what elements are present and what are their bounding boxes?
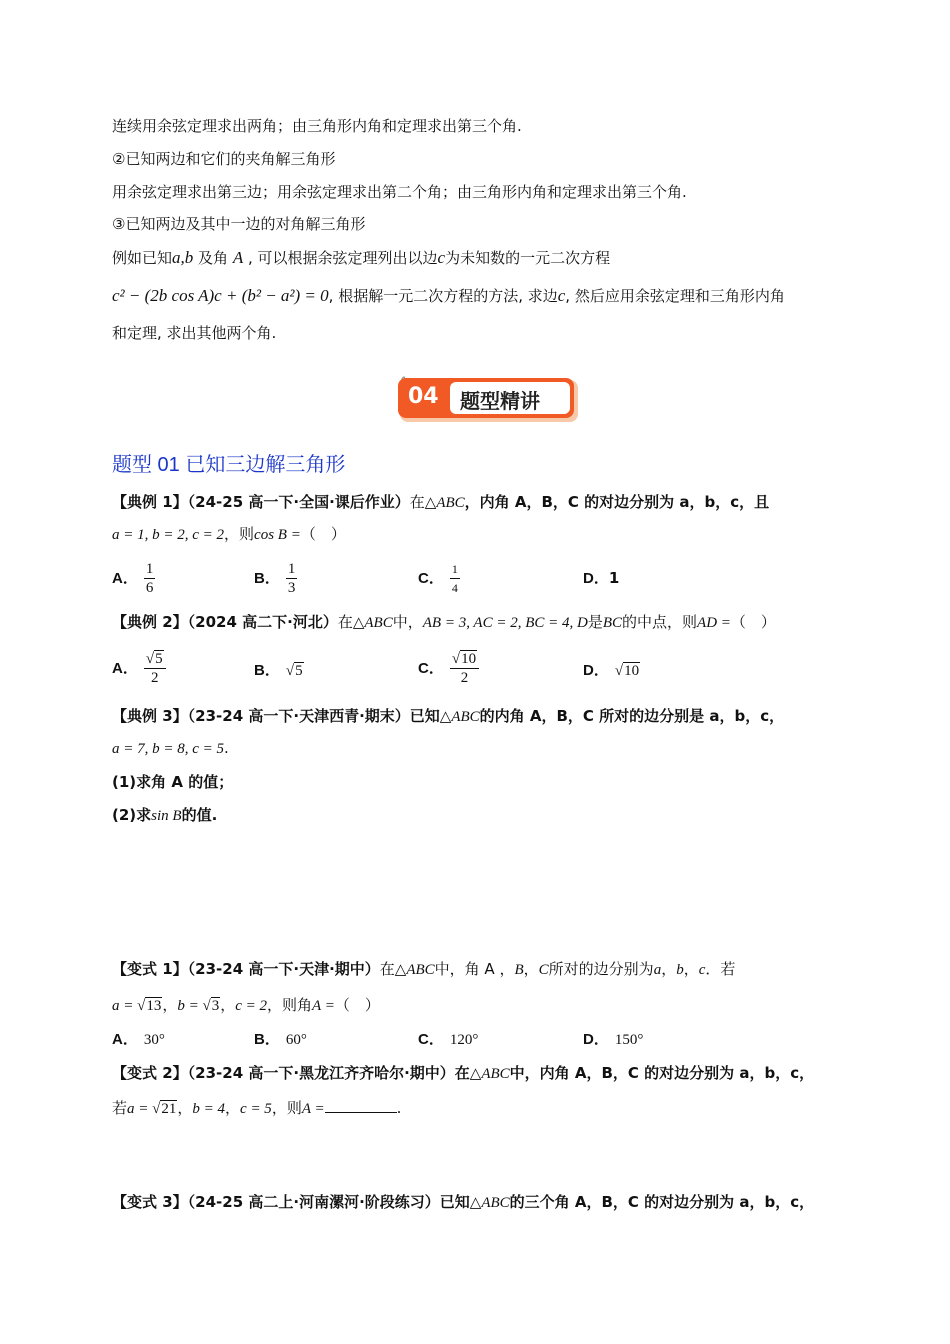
intro-line-3: 用余弦定理求出第三边；用余弦定理求出第二个角；由三角形内角和定理求出第三个角. xyxy=(112,183,687,201)
text: 为未知数的一元二次方程 xyxy=(445,249,611,267)
fraction xyxy=(450,650,479,687)
triangle: △ABC xyxy=(352,615,393,631)
math-c: c xyxy=(437,248,446,267)
section-badge xyxy=(398,376,580,424)
answer-blank[interactable] xyxy=(325,1098,397,1113)
text: 在 xyxy=(454,1064,470,1082)
triangle: △ABC xyxy=(469,1195,510,1211)
condition: a = 1, b = 2, c = 2 xyxy=(112,527,225,543)
option-label: A． xyxy=(112,570,138,587)
variant-1-option-c[interactable] xyxy=(418,1029,478,1050)
math: c xyxy=(698,962,706,978)
example-3-question-2 xyxy=(112,805,217,826)
option-label: D． xyxy=(583,1031,609,1048)
denominator: 3 xyxy=(287,580,296,596)
text: ， xyxy=(661,960,677,978)
intro-line-4: ③已知两边及其中一边的对角解三角形 xyxy=(112,215,366,233)
math: C xyxy=(538,962,549,978)
radicand: 10 xyxy=(461,651,477,667)
math: a xyxy=(653,962,662,978)
fraction xyxy=(286,560,298,597)
text: 中，角 A ， xyxy=(434,960,515,978)
text: 的中点，则 xyxy=(622,613,698,631)
math: b = 4 xyxy=(192,1101,226,1117)
numerator: 1 xyxy=(145,561,154,577)
math-c: c xyxy=(557,286,566,305)
variant-1-option-d[interactable] xyxy=(583,1029,643,1050)
text: , 根据解一元二次方程的方法, 求边 xyxy=(328,287,558,305)
answer-paren: （ ） xyxy=(300,525,346,543)
example-tag: 【典例 2】 xyxy=(112,613,188,631)
question: cos B = xyxy=(254,527,301,543)
text: . xyxy=(224,739,229,757)
text: 所对的边分别为 xyxy=(548,960,654,978)
text: 在 xyxy=(337,613,353,631)
text: , 可以根据余弦定理列出以边 xyxy=(243,249,438,267)
example-1-line-1 xyxy=(112,492,769,513)
text: ，则角 xyxy=(267,996,313,1014)
option-label: C． xyxy=(418,570,444,587)
numerator: 1 xyxy=(287,561,296,577)
text: . xyxy=(396,1099,402,1117)
question: A = xyxy=(301,1101,325,1117)
text: ， xyxy=(177,1099,193,1117)
option-label: A． xyxy=(112,1031,138,1048)
example-2-option-b[interactable]: B． √5 xyxy=(254,662,303,679)
variant-3-line-1 xyxy=(112,1192,814,1213)
math: b = xyxy=(177,998,199,1014)
text: ， xyxy=(225,1099,241,1117)
example-1-option-a[interactable] xyxy=(112,560,155,597)
example-2-option-d[interactable]: D． √10 xyxy=(583,662,640,679)
text: 中，内角 A，B，C 的对边分别为 a，b，c， xyxy=(509,1064,815,1082)
badge-title: 题型精讲 xyxy=(460,389,540,413)
option-value: 120° xyxy=(449,1032,479,1048)
example-2-line-1 xyxy=(112,612,776,633)
example-tag: 【典例 1】 xyxy=(112,493,188,511)
variant-tag: 【变式 2】 xyxy=(112,1064,188,1082)
radicand: 5 xyxy=(155,651,163,667)
radicand: 10 xyxy=(624,663,640,679)
text: 在 xyxy=(379,960,395,978)
math: a = xyxy=(127,1101,149,1117)
intro-line-1: 连续用余弦定理求出两角；由三角形内角和定理求出第三个角. xyxy=(112,117,522,135)
radicand: 13 xyxy=(146,998,162,1014)
condition: a = 7, b = 8, c = 5 xyxy=(112,741,225,757)
math-ab: a,b xyxy=(172,248,194,267)
option-label: C． xyxy=(418,660,444,677)
example-1-option-b[interactable] xyxy=(254,560,297,597)
text: 例如已知 xyxy=(112,249,173,267)
variant-1-line-1 xyxy=(112,959,735,980)
text: ，内角 A，B，C 的对边分别为 a，b，c，且 xyxy=(464,493,770,511)
example-1-option-c[interactable] xyxy=(418,560,460,597)
text: 若 xyxy=(112,1099,128,1117)
text: ， xyxy=(220,996,236,1014)
text: ， xyxy=(162,996,178,1014)
option-value: 60° xyxy=(285,1032,307,1048)
text: ， xyxy=(683,960,699,978)
option-value: 30° xyxy=(143,1032,165,1048)
example-tag: 【典例 3】 xyxy=(112,707,188,725)
option-label: B． xyxy=(254,570,280,587)
text: 的内角 A，B，C 所对的边分别是 a，b，c， xyxy=(479,707,785,725)
section-title: 题型 01 已知三边解三角形 xyxy=(112,454,346,476)
example-2-option-c[interactable] xyxy=(418,650,479,687)
fraction xyxy=(144,650,166,687)
intro-line-2: ②已知两边和它们的夹角解三角形 xyxy=(112,150,336,168)
example-1-line-2 xyxy=(112,524,346,545)
text: (2)求 xyxy=(112,806,152,824)
math: c = 2 xyxy=(235,998,268,1014)
option-value: 150° xyxy=(614,1032,644,1048)
radicand: 5 xyxy=(295,663,303,679)
question: A = xyxy=(312,998,335,1014)
text: , 然后应用余弦定理和三角形内角 xyxy=(565,287,785,305)
source: （2024 高二下·河北） xyxy=(187,613,338,631)
triangle: △ABC xyxy=(424,495,465,511)
math: sin B xyxy=(151,808,182,824)
variant-1-line-2: a = √13，b = √3，c = 2，则角A =（ ） xyxy=(112,996,380,1014)
denominator: 2 xyxy=(150,670,159,686)
triangle: △ABC xyxy=(439,709,480,725)
example-3-line-2 xyxy=(112,738,229,759)
answer-paren: （ ） xyxy=(334,996,380,1014)
numerator: √10 xyxy=(450,650,479,669)
triangle: △ABC xyxy=(469,1066,510,1082)
variant-tag: 【变式 3】 xyxy=(112,1193,188,1211)
intro-line-5 xyxy=(112,248,610,268)
triangle: △ABC xyxy=(394,962,435,978)
variant-tag: 【变式 1】 xyxy=(112,960,188,978)
example-2-option-a[interactable] xyxy=(112,650,166,687)
variant-1-option-b[interactable] xyxy=(254,1029,307,1050)
text: 已知 xyxy=(439,1193,470,1211)
text: 及角 xyxy=(193,249,233,267)
option-value: 1 xyxy=(608,569,620,587)
text: ， xyxy=(523,960,539,978)
example-3-line-1 xyxy=(112,706,784,727)
numerator: 1 xyxy=(450,560,460,579)
question: AD = xyxy=(697,615,731,631)
text: 已知 xyxy=(409,707,440,725)
segment-bc: BC xyxy=(602,615,623,631)
variant-2-line-1 xyxy=(112,1063,814,1084)
example-1-option-d[interactable] xyxy=(583,568,619,589)
numerator: √5 xyxy=(144,650,166,669)
radicand: 3 xyxy=(211,998,220,1014)
text: ，则 xyxy=(271,1099,302,1117)
variant-1-option-a[interactable] xyxy=(112,1029,165,1050)
quadratic-equation: c² − (2b cos A)c + (b² − a²) = 0 xyxy=(112,286,329,305)
example-3-question-1: (1)求角 A 的值； xyxy=(112,773,234,791)
source: （23-24 高一下·黑龙江齐齐哈尔·期中） xyxy=(187,1064,455,1082)
option-label: D． xyxy=(583,570,609,587)
math: a = xyxy=(112,998,134,1014)
text: ．若 xyxy=(705,960,736,978)
math: c = 5 xyxy=(240,1101,272,1117)
denominator: 2 xyxy=(460,670,469,686)
text: 的值. xyxy=(181,806,218,824)
text: ，则 xyxy=(224,525,255,543)
text: 中， xyxy=(392,613,423,631)
option-label: A． xyxy=(112,660,138,677)
radicand: 21 xyxy=(161,1101,177,1117)
math: b xyxy=(676,962,684,978)
intro-line-6 xyxy=(112,286,785,306)
text: 在 xyxy=(409,493,425,511)
answer-paren: （ ） xyxy=(730,613,776,631)
source: （23-24 高一下·天津·期中） xyxy=(187,960,380,978)
text: 是 xyxy=(587,613,603,631)
text: 的三个角 A，B，C 的对边分别为 a，b，c， xyxy=(509,1193,815,1211)
intro-line-7: 和定理, 求出其他两个角. xyxy=(112,324,277,342)
source: （24-25 高二上·河南漯河·阶段练习） xyxy=(187,1193,440,1211)
denominator: 4 xyxy=(451,581,458,595)
option-label: C． xyxy=(418,1031,444,1048)
source: （24-25 高一下·全国·课后作业） xyxy=(187,493,410,511)
math: B xyxy=(514,962,524,978)
fraction xyxy=(144,560,156,597)
math-A: A xyxy=(232,248,244,267)
variant-2-line-2: 若a = √21，b = 4，c = 5，则A = . xyxy=(112,1099,402,1117)
option-label: B． xyxy=(254,662,280,679)
fraction xyxy=(450,560,460,597)
option-label: D． xyxy=(583,662,609,679)
option-label: B． xyxy=(254,1031,280,1048)
source: （23-24 高一下·天津西青·期末） xyxy=(187,707,410,725)
badge-number: 04 xyxy=(408,384,439,409)
denominator: 6 xyxy=(145,580,154,596)
condition: AB = 3, AC = 2, BC = 4, D xyxy=(422,615,588,631)
